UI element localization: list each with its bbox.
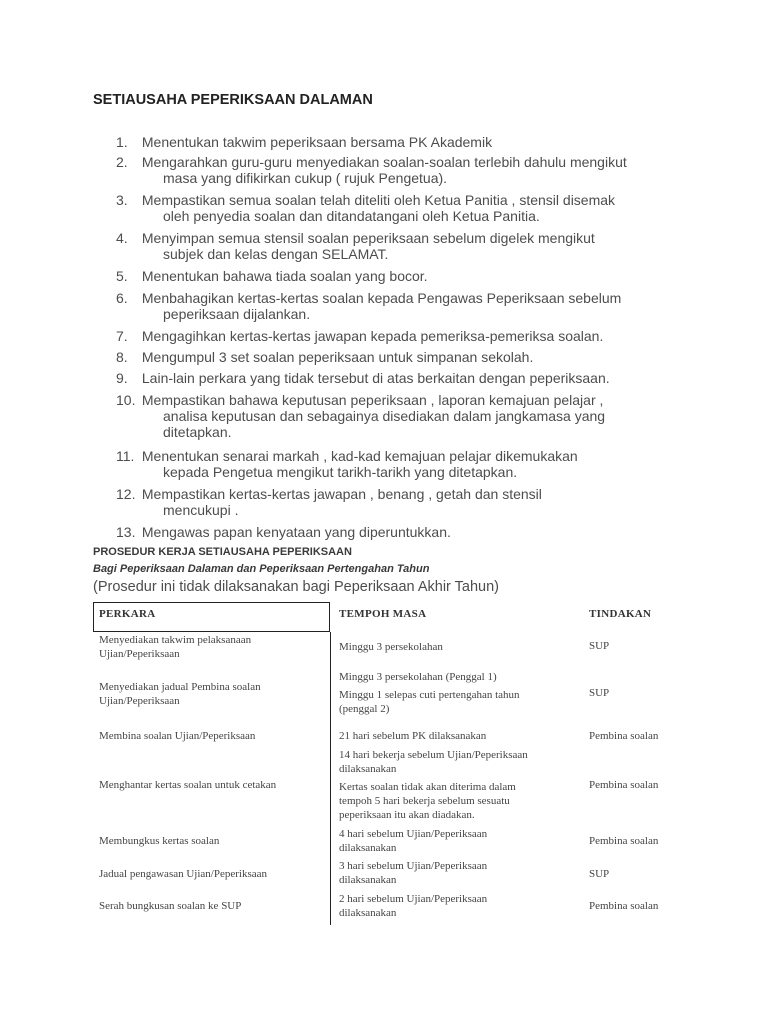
header-tindakan: TINDAKAN	[589, 608, 652, 620]
cell-line: Menghantar kertas soalan untuk cetakan	[99, 779, 277, 791]
procedure-subtitle: Bagi Peperiksaan Dalaman dan Peperiksaan Pertengahan Tahun	[93, 563, 430, 575]
cell-tempoh	[339, 892, 487, 920]
cell-perkara	[99, 778, 276, 792]
cell-tindakan: SUP	[589, 640, 610, 652]
item-number: 4.	[116, 230, 128, 246]
item-number: 3.	[116, 192, 128, 208]
item-number: 10.	[116, 392, 136, 408]
cell-line: tempoh 5 hari bekerja sebelum sesuatu	[339, 795, 510, 807]
item-text-cont: oleh penyedia soalan dan ditandatangani oleh Ketua Panitia.	[163, 208, 540, 224]
cell-perkara	[99, 867, 267, 881]
cell-line: 14 hari bekerja sebelum Ujian/Peperiksaan	[339, 749, 528, 761]
item-number: 9.	[116, 370, 128, 386]
item-text: Mempastikan kertas-kertas jawapan , benang , getah dan stensil	[141, 486, 542, 502]
cell-line: Menyediakan takwim pelaksanaan	[99, 634, 252, 646]
cell-tindakan: SUP	[589, 868, 610, 880]
item-number: 6.	[116, 290, 128, 306]
item-text-cont: subjek dan kelas dengan SELAMAT.	[163, 246, 389, 262]
header-perkara: PERKARA	[99, 608, 156, 620]
item-text: Mengagihkan kertas-kertas jawapan kepada pemeriksa-pemeriksa soalan.	[141, 328, 604, 344]
procedure-note: (Prosedur ini tidak dilaksanakan bagi Peperiksaan Akhir Tahun)	[93, 579, 499, 595]
cell-tindakan: Pembina soalan	[589, 835, 659, 847]
cell-line: peperiksaan itu akan diadakan.	[339, 809, 475, 821]
cell-line: Kertas soalan tidak akan diterima dalam	[339, 781, 516, 793]
cell-tempoh	[339, 859, 487, 887]
cell-tindakan: Pembina soalan	[589, 779, 659, 791]
page-title: SETIAUSAHA PEPERIKSAAN DALAMAN	[93, 92, 373, 108]
cell-tempoh	[339, 670, 520, 716]
cell-line: dilaksanakan	[339, 907, 397, 919]
item-text-cont: masa yang difikirkan cukup ( rujuk Pengetua).	[163, 170, 448, 186]
item-text: Menentukan takwim peperiksaan bersama PK Akademik	[141, 134, 493, 150]
cell-tempoh	[339, 748, 528, 822]
cell-line: 3 hari sebelum Ujian/Peperiksaan	[339, 860, 488, 872]
cell-line: Menyediakan jadual Pembina soalan	[99, 681, 261, 693]
item-number: 2.	[116, 154, 128, 170]
cell-line: 2 hari sebelum Ujian/Peperiksaan	[339, 893, 488, 905]
cell-line: Ujian/Peperiksaan	[99, 648, 180, 660]
cell-line: 21 hari sebelum PK dilaksanakan	[339, 730, 487, 742]
cell-line: Minggu 1 selepas cuti pertengahan tahun	[339, 689, 520, 701]
cell-line: Jadual pengawasan Ujian/Peperiksaan	[99, 868, 267, 880]
item-text-cont: analisa keputusan dan sebagainya disediakan dalam jangkamasa yang	[163, 408, 606, 424]
cell-perkara	[99, 633, 251, 661]
cell-tindakan: Pembina soalan	[589, 730, 659, 742]
cell-perkara	[99, 834, 219, 848]
cell-line: Minggu 3 persekolahan	[339, 641, 443, 653]
item-number: 13.	[116, 524, 136, 540]
cell-tempoh	[339, 640, 443, 654]
item-number: 12.	[116, 486, 136, 502]
item-text: Menentukan senarai markah , kad-kad kemajuan pelajar dikemukakan	[141, 448, 578, 464]
header-tempoh: TEMPOH MASA	[339, 608, 427, 620]
cell-line: 4 hari sebelum Ujian/Peperiksaan	[339, 828, 488, 840]
item-text: Mengumpul 3 set soalan peperiksaan untuk simpanan sekolah.	[141, 349, 534, 365]
cell-perkara	[99, 899, 241, 913]
cell-perkara	[99, 680, 261, 708]
cell-line: dilaksanakan	[339, 842, 397, 854]
column-divider	[330, 632, 331, 925]
cell-tindakan: SUP	[589, 687, 610, 699]
item-text: Mempastikan semua soalan telah diteliti oleh Ketua Panitia , stensil disemak	[141, 192, 616, 208]
cell-line: Ujian/Peperiksaan	[99, 695, 180, 707]
item-number: 1.	[116, 134, 128, 150]
cell-line: Serah bungkusan soalan ke SUP	[99, 900, 242, 912]
item-text: Mempastikan bahawa keputusan peperiksaan , laporan kemajuan pelajar ,	[141, 392, 604, 408]
cell-line: dilaksanakan	[339, 763, 397, 775]
cell-line: Membungkus kertas soalan	[99, 835, 220, 847]
procedure-title: PROSEDUR KERJA SETIAUSAHA PEPERIKSAAN	[93, 546, 352, 558]
item-number: 8.	[116, 349, 128, 365]
item-text-cont: kepada Pengetua mengikut tarikh-tarikh yang ditetapkan.	[163, 464, 518, 480]
cell-tempoh	[339, 827, 487, 855]
cell-line: (penggal 2)	[339, 703, 390, 715]
item-text-cont: peperiksaan dijalankan.	[163, 306, 311, 322]
cell-tindakan: Pembina soalan	[589, 900, 659, 912]
cell-line: dilaksanakan	[339, 874, 397, 886]
item-text: Menentukan bahawa tiada soalan yang bocor.	[141, 268, 428, 284]
item-number: 5.	[116, 268, 128, 284]
item-number: 11.	[116, 448, 135, 464]
item-text-cont: ditetapkan.	[163, 424, 232, 440]
item-text: Lain-lain perkara yang tidak tersebut di atas berkaitan dengan peperiksaan.	[141, 370, 610, 386]
item-number: 7.	[116, 328, 128, 344]
cell-tempoh	[339, 729, 486, 743]
item-text-cont: mencukupi .	[163, 502, 239, 518]
item-text: Mengarahkan guru-guru menyediakan soalan-soalan terlebih dahulu mengikut	[141, 154, 627, 170]
cell-line: Membina soalan Ujian/Peperiksaan	[99, 730, 256, 742]
item-text: Mengawas papan kenyataan yang diperuntukkan.	[141, 524, 451, 540]
cell-line: Minggu 3 persekolahan (Penggal 1)	[339, 671, 497, 683]
item-text: Menbahagikan kertas-kertas soalan kepada Pengawas Peperiksaan sebelum	[141, 290, 622, 306]
cell-perkara	[99, 729, 255, 743]
item-text: Menyimpan semua stensil soalan peperiksaan sebelum digelek mengikut	[141, 230, 595, 246]
